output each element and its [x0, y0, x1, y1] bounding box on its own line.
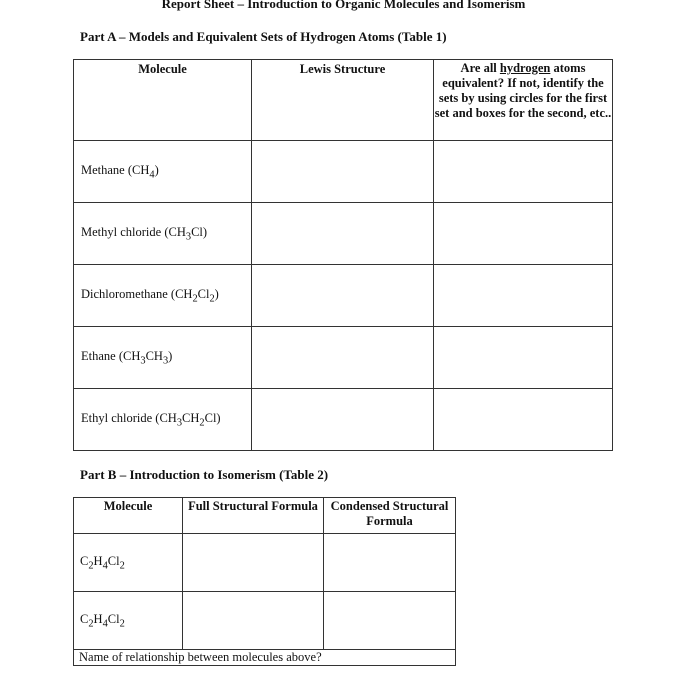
table-2-header-row [74, 498, 456, 534]
lewis-structure-cell[interactable] [252, 327, 434, 389]
formula-subscript: 2 [119, 560, 125, 572]
formula-part: CH [182, 410, 200, 425]
table-row [74, 203, 613, 265]
condensed-structural-formula-cell[interactable] [324, 592, 456, 650]
formula-subscript: 4 [102, 618, 108, 630]
header-condensed-structural-formula: Condensed Structural Formula [324, 498, 456, 534]
formula-part: Cl [107, 611, 120, 626]
formula-subscript: 2 [119, 618, 125, 630]
molecule-name: Methane ( [81, 162, 133, 177]
table-1 [73, 59, 613, 451]
formula-subscript: 3 [176, 417, 183, 429]
equivalence-cell[interactable] [434, 203, 613, 265]
header-eq-pre: Are all [460, 61, 500, 75]
molecule-cell [74, 141, 252, 203]
formula-part: H [93, 553, 103, 568]
table-1-header-row [74, 60, 613, 141]
formula-part: C [80, 611, 89, 626]
formula-subscript: 4 [102, 560, 108, 572]
table-row [74, 141, 613, 203]
table-row [74, 534, 456, 592]
condensed-structural-formula-cell[interactable] [324, 534, 456, 592]
formula-subscript: 3 [162, 355, 169, 367]
formula-close: ) [202, 224, 208, 239]
formula-close: ) [214, 286, 219, 301]
molecule-name: Dichloromethane ( [81, 286, 176, 301]
header-molecule: Molecule [74, 498, 183, 534]
molecule-name: Ethyl chloride ( [81, 410, 160, 425]
formula-subscript: 2 [88, 618, 94, 630]
formula-part: Cl [204, 410, 217, 425]
formula-close: ) [216, 410, 221, 425]
formula-part: CH [168, 224, 186, 239]
lewis-structure-cell[interactable] [252, 141, 434, 203]
equivalence-cell[interactable] [434, 389, 613, 451]
molecule-cell [74, 203, 252, 265]
formula-part: Cl [191, 224, 203, 239]
equivalence-cell[interactable] [434, 265, 613, 327]
formula-part: CH [175, 286, 193, 301]
formula-subscript: 3 [185, 231, 192, 243]
molecule-name: Methyl chloride ( [81, 224, 169, 239]
molecule-cell [74, 534, 183, 592]
formula-subscript: 2 [199, 417, 205, 429]
equivalence-cell[interactable] [434, 141, 613, 203]
molecule-name: Ethane ( [81, 348, 123, 363]
molecule-cell [74, 327, 252, 389]
formula-subscript: 4 [149, 169, 155, 181]
formula-subscript: 3 [140, 355, 146, 367]
molecule-cell [74, 592, 183, 650]
lewis-structure-cell[interactable] [252, 203, 434, 265]
part-a-heading: Part A – Models and Equivalent Sets of Hydrogen Atoms (Table 1) [80, 29, 447, 44]
molecule-cell [74, 389, 252, 451]
table-row [74, 592, 456, 650]
table-row [74, 389, 613, 451]
header-eq-post: atoms equivalent? If not, identify the sets by using circles for the first set and boxes for the second, etc.. [434, 61, 612, 120]
table-2 [73, 497, 456, 666]
full-structural-formula-cell[interactable] [183, 534, 324, 592]
lewis-structure-cell[interactable] [252, 265, 434, 327]
report-title: Report Sheet – Introduction to Organic Molecules and Isomerism [161, 0, 526, 11]
equivalence-cell[interactable] [434, 327, 613, 389]
header-lewis-structure: Lewis Structure [252, 60, 434, 141]
header-full-structural-formula: Full Structural Formula [183, 498, 324, 534]
formula-part: C [80, 553, 89, 568]
formula-subscript: 2 [88, 560, 94, 572]
full-structural-formula-cell[interactable] [183, 592, 324, 650]
table-row [74, 265, 613, 327]
formula-close: ) [168, 348, 173, 363]
formula-part: CH [123, 348, 141, 363]
header-eq-underlined: hydrogen [499, 61, 551, 75]
relationship-question[interactable]: Name of relationship between molecules above? [74, 650, 456, 666]
formula-part: H [93, 611, 103, 626]
formula-part: CH [132, 162, 150, 177]
formula-part: Cl [197, 286, 210, 301]
part-b-heading: Part B – Introduction to Isomerism (Table 2) [80, 467, 329, 482]
lewis-structure-cell[interactable] [252, 389, 434, 451]
table-footer-row [74, 650, 456, 666]
formula-part: Cl [107, 553, 120, 568]
header-hydrogen-equivalence [434, 60, 613, 141]
formula-part: CH [159, 410, 177, 425]
formula-subscript: 2 [209, 293, 215, 305]
formula-part: CH [145, 348, 163, 363]
table-row [74, 327, 613, 389]
formula-close: ) [154, 162, 159, 177]
formula-subscript: 2 [192, 293, 198, 305]
header-molecule: Molecule [74, 60, 252, 141]
molecule-cell [74, 265, 252, 327]
